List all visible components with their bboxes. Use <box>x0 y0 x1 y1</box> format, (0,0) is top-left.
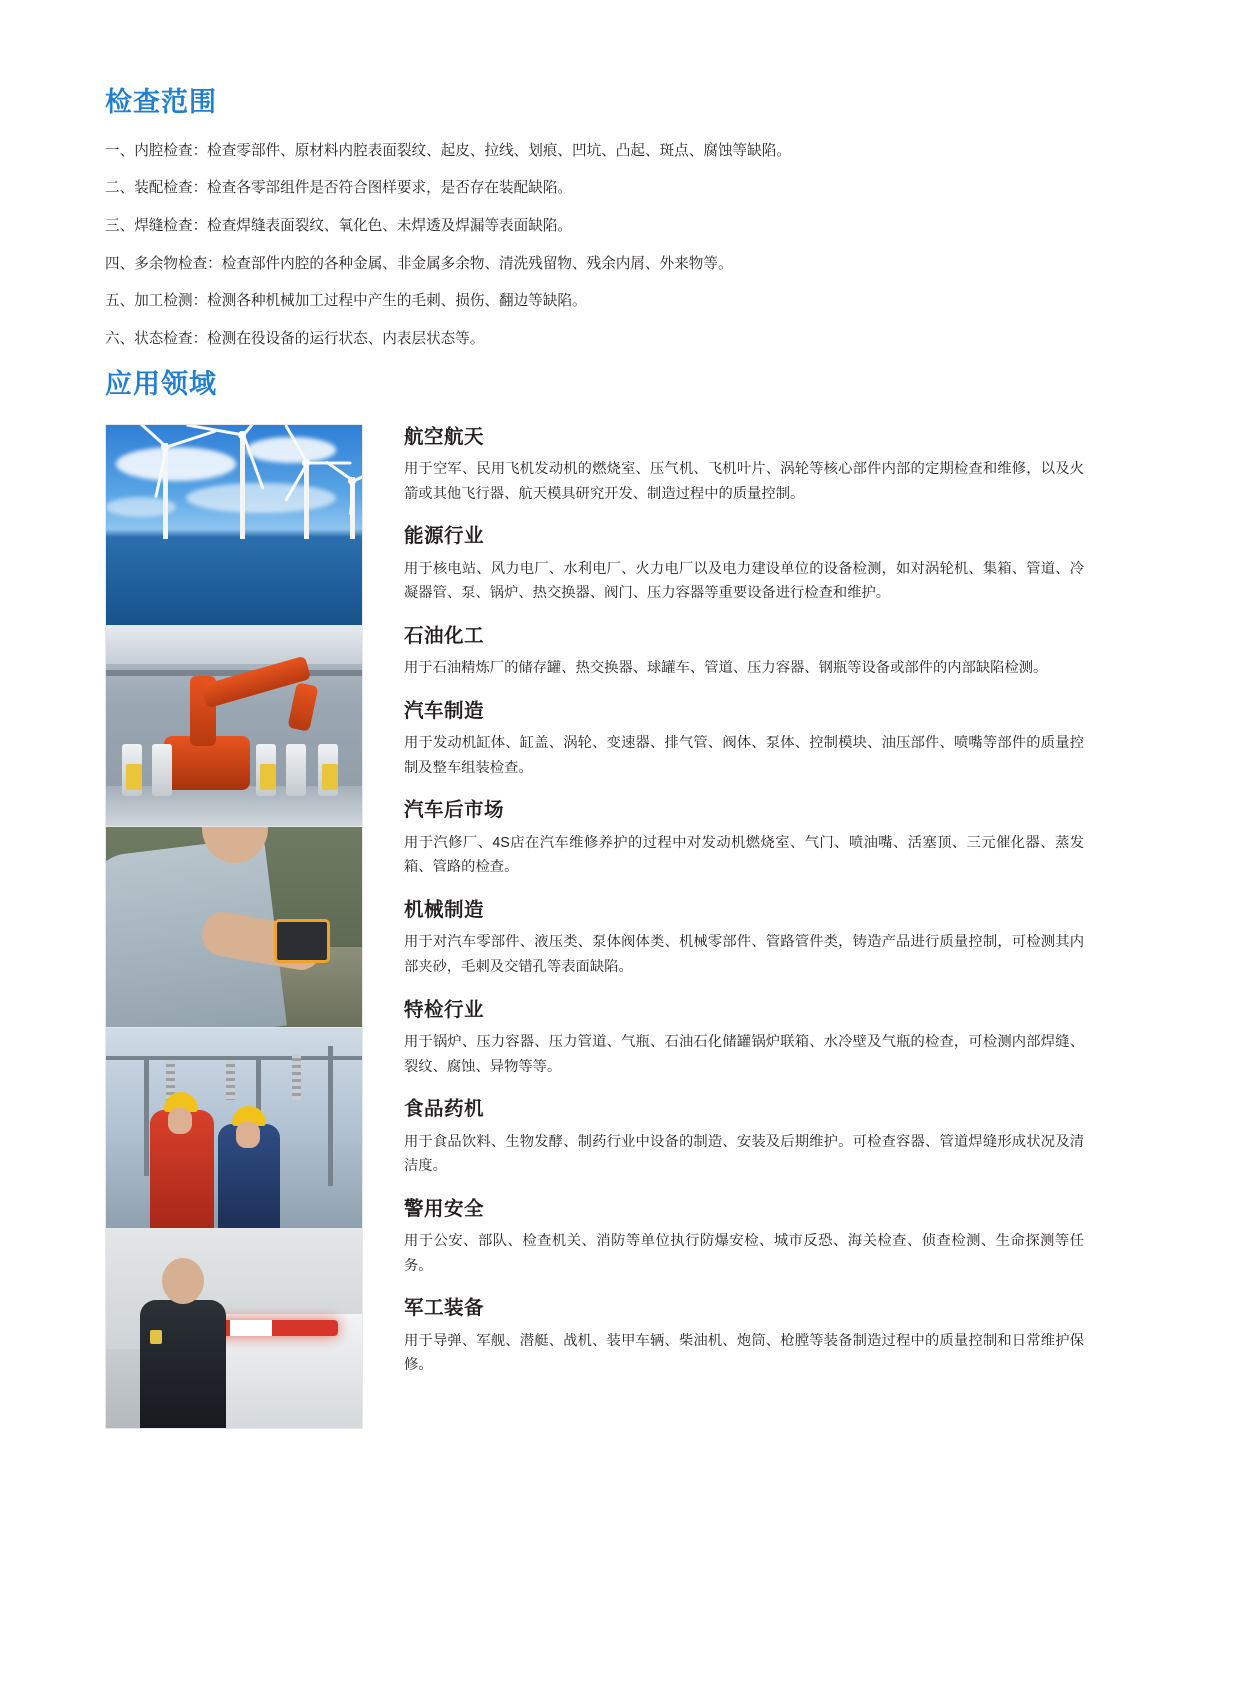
application-title: 食品药机 <box>404 1098 485 1121</box>
section-title-scope: 检查范围 <box>105 87 217 117</box>
applications-layout <box>105 424 1135 1429</box>
scope-item: 六、状态检查：检测在役设备的运行状态、内表层状态等。 <box>105 330 485 347</box>
application-item <box>404 700 1135 781</box>
scope-item: 三、焊缝检查：检查焊缝表面裂纹、氧化色、未焊透及焊漏等表面缺陷。 <box>105 217 573 234</box>
scope-list <box>105 140 1135 351</box>
wind-farm-photo <box>105 424 363 625</box>
application-title: 警用安全 <box>404 1197 485 1220</box>
application-title: 石油化工 <box>404 624 485 647</box>
application-item <box>404 1198 1135 1279</box>
application-description: 用于公安、部队、检查机关、消防等单位执行防爆安检、城市反恐、海关检查、侦查检测、生命探测等任务。 <box>404 1233 1084 1274</box>
application-title: 能源行业 <box>404 525 485 548</box>
application-description: 用于发动机缸体、缸盖、涡轮、变速器、排气管、阀体、泵体、控制模块、油压部件、喷嘴等部件的质量控制及整车组装检查。 <box>404 735 1084 776</box>
application-description: 用于锅炉、压力容器、压力管道、气瓶、石油石化储罐锅炉联箱、水冷壁及气瓶的检查，可检测内部焊缝、裂纹、腐蚀、异物等等。 <box>404 1034 1084 1075</box>
application-title: 汽车制造 <box>404 699 485 722</box>
police-officer-photo <box>105 1228 363 1429</box>
inspection-scope-section <box>105 88 1135 365</box>
application-title: 航空航天 <box>404 425 485 448</box>
application-item <box>404 1297 1135 1378</box>
application-item <box>404 625 1135 681</box>
application-item <box>404 426 1135 507</box>
application-title: 特检行业 <box>404 998 485 1021</box>
application-text-column <box>363 424 1135 1397</box>
application-item <box>404 799 1135 880</box>
application-item <box>404 525 1135 606</box>
scope-item: 一、内腔检查：检查零部件、原材料内腔表面裂纹、起皮、拉线、划痕、凹坑、凸起、斑点、腐蚀等缺陷。 <box>105 142 791 159</box>
application-item <box>404 899 1135 980</box>
application-photo-column <box>105 424 363 1429</box>
industrial-robot-photo <box>105 625 363 826</box>
application-description: 用于导弹、军舰、潜艇、战机、装甲车辆、柴油机、炮筒、枪膛等装备制造过程中的质量控制和日常维护保修。 <box>404 1332 1084 1374</box>
application-description: 用于汽修厂、4S店在汽车维修养护的过程中对发动机燃烧室、气门、喷油嘴、活塞顶、三元催化器、蒸发箱、管路的检查。 <box>404 834 1084 876</box>
automotive-technician-photo <box>105 826 363 1027</box>
application-title: 机械制造 <box>404 899 485 921</box>
substation-inspection-photo <box>105 1027 363 1228</box>
application-description: 用于对汽车零部件、液压类、泵体阀体类、机械零部件、管路管件类，铸造产品进行质量控制，可检测其内部夹砂，毛刺及交错孔等表面缺陷。 <box>404 934 1084 975</box>
application-description: 用于空军、民用飞机发动机的燃烧室、压气机、飞机叶片、涡轮等核心部件内部的定期检查和维修，以及火箭或其他飞行器、航天模具研究开发、制造过程中的质量控制。 <box>404 461 1084 502</box>
application-item <box>404 999 1135 1080</box>
application-title: 汽车后市场 <box>404 799 505 822</box>
application-item <box>404 1098 1135 1179</box>
application-description: 用于核电站、风力电厂、水利电厂、火力电厂以及电力建设单位的设备检测，如对涡轮机、集箱、管道、冷凝器管、泵、锅炉、热交换器、阀门、压力容器等重要设备进行检查和维护。 <box>404 560 1084 602</box>
scope-item: 四、多余物检查：检查部件内腔的各种金属、非金属多余物、清洗残留物、残余内屑、外来物等。 <box>105 255 733 272</box>
application-fields-section <box>105 370 1135 1429</box>
section-title-applications: 应用领域 <box>105 369 217 399</box>
scope-item: 二、装配检查：检查各零部组件是否符合图样要求，是否存在装配缺陷。 <box>105 180 573 197</box>
application-description: 用于石油精炼厂的储存罐、热交换器、球罐车、管道、压力容器、钢瓶等设备或部件的内部缺陷检测。 <box>404 660 1048 677</box>
application-description: 用于食品饮料、生物发酵、制药行业中设备的制造、安装及后期维护。可检查容器、管道焊缝形成状况及清洁度。 <box>404 1133 1084 1175</box>
scope-item: 五、加工检测：检测各种机械加工过程中产生的毛刺、损伤、翻边等缺陷。 <box>105 293 587 310</box>
application-title: 军工装备 <box>404 1297 485 1320</box>
